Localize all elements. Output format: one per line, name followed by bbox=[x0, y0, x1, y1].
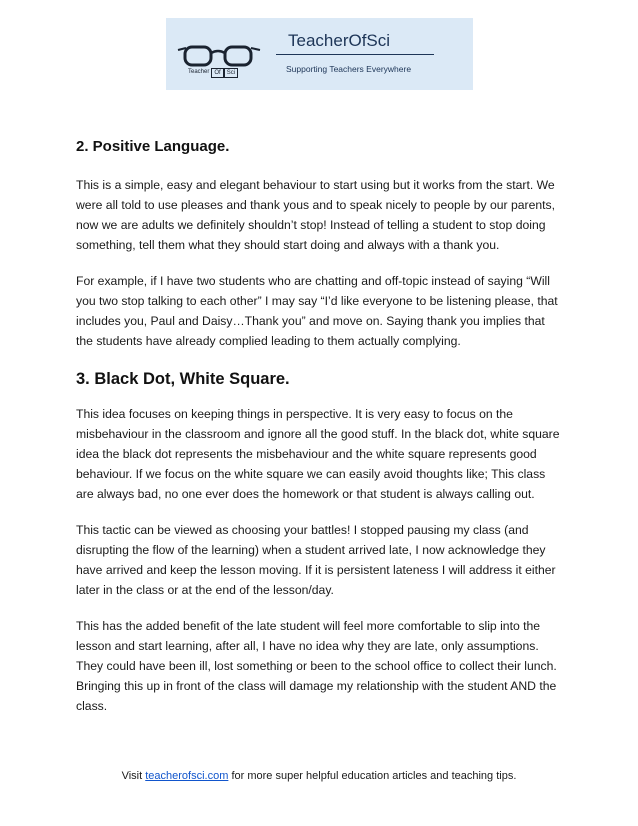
footer-suffix: for more super helpful education articles and teaching tips. bbox=[228, 770, 517, 782]
section-heading-black-dot: 3. Black Dot, White Square. bbox=[76, 370, 290, 388]
paragraph: This idea focuses on keeping things in perspective. It is very easy to focus on the misbehaviour in the classroom and ignore all the good stuff. In the black dot, white square idea the black dot represents the misbehaviour and the white square represents good behaviour. If we focus on the white square we can easily avoid thoughts like; This class are always bad, no one ever does the homework or that student is always calling out. bbox=[76, 407, 560, 501]
section-heading-positive-language: 2. Positive Language. bbox=[76, 138, 230, 155]
brand-divider bbox=[276, 54, 434, 55]
footer bbox=[0, 770, 638, 782]
header-banner bbox=[166, 18, 473, 90]
paragraph: This is a simple, easy and elegant behaviour to start using but it works from the start. We were all told to use pleases and thank yous and to speak nicely to people by our parents, now we are adults we definitely shouldn’t stop! Instead of telling a student to stop doing something, tell them what they should start doing and always with a thank you. bbox=[76, 178, 556, 252]
brand-title: TeacherOfSci bbox=[288, 31, 391, 50]
paragraph: For example, if I have two students who are chatting and off-topic instead of saying “Will you two stop talking to each other” I may say “I’d like everyone to be listening please, that includes you, Paul and Daisy…Thank you” and move on. Saying thank you implies that the students have already complied leading to them actually complying. bbox=[76, 274, 558, 348]
article-body bbox=[76, 136, 560, 732]
logo-text-of: Of bbox=[211, 68, 223, 78]
paragraph: This has the added benefit of the late student will feel more comfortable to slip into the lesson and start learning, after all, I have no idea why they are late, only assumptions. They could have been ill, lost something or been to the school office to collect their lunch. Bringing this up in front of the class will damage my relationship with the student AND the class. bbox=[76, 619, 557, 713]
footer-prefix: Visit bbox=[121, 770, 146, 782]
glasses-icon bbox=[176, 44, 270, 68]
paragraph: This tactic can be viewed as choosing your battles! I stopped pausing my class (and disrupting the flow of the learning) when a student arrived late, I now acknowledge they have arrived and keep the lesson moving. If it is persistent lateness I will address it either later in the class or at the end of the lesson/day. bbox=[76, 523, 556, 597]
logo bbox=[176, 44, 270, 88]
logo-wordmark bbox=[186, 68, 250, 78]
brand-tagline: Supporting Teachers Everywhere bbox=[286, 64, 412, 74]
footer-site-link[interactable]: teacherofsci.com bbox=[145, 770, 229, 782]
logo-text-sci: Sci bbox=[224, 68, 238, 78]
logo-text-teacher: Teacher bbox=[188, 69, 210, 75]
